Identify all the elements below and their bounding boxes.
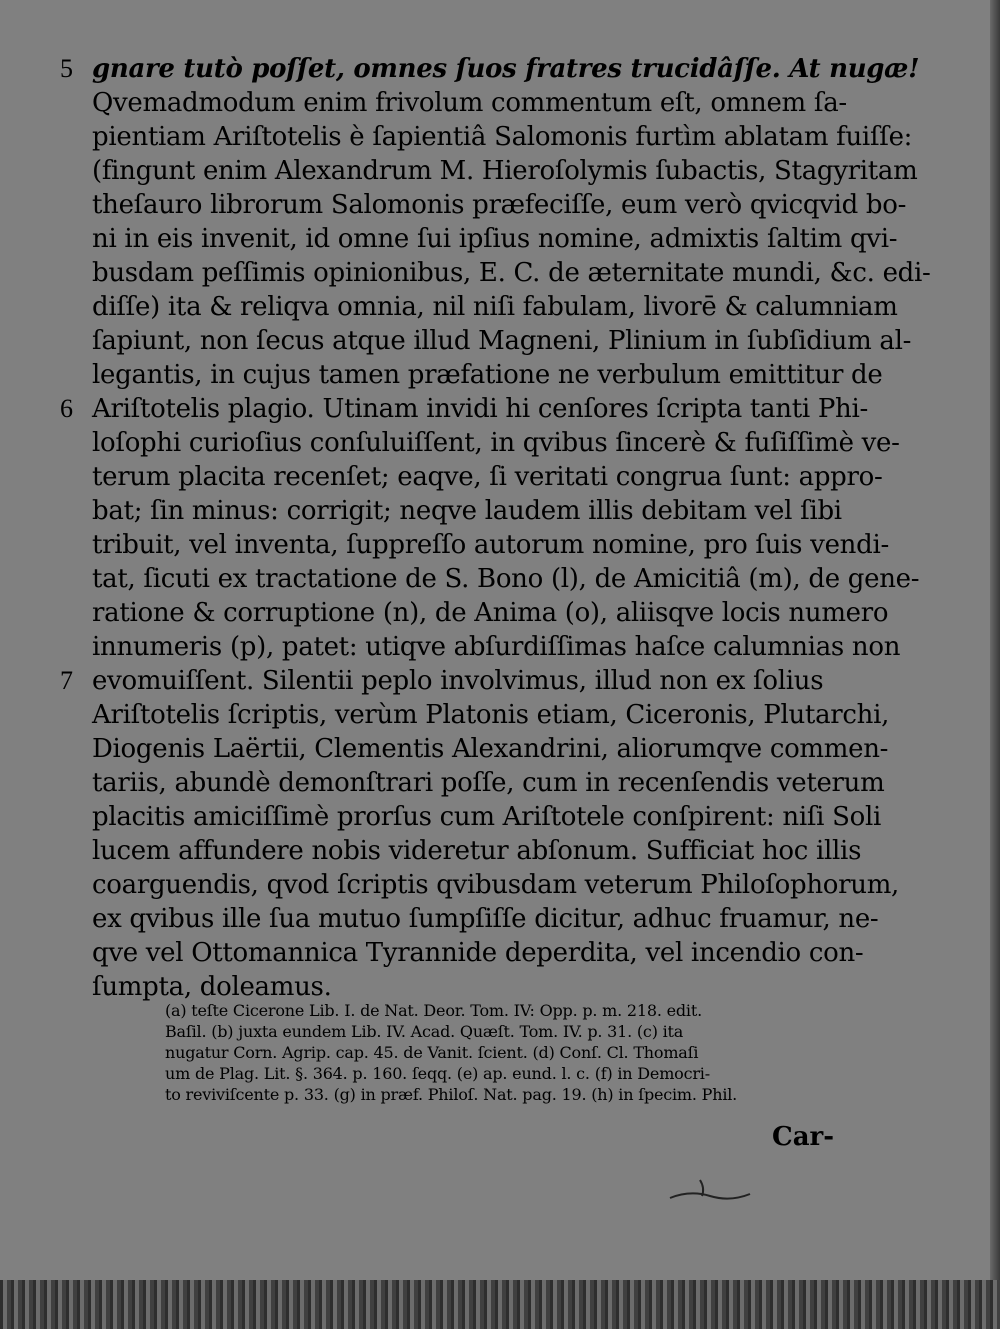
text-line: (fingunt enim Alexandrum M. Hieroſolymis ſubactis, Stagyritam [92, 156, 918, 186]
text-line: terum placita recenſet; eaqve, ſi veritati congrua ſunt: appro- [92, 462, 883, 492]
text-line: lucem affundere nobis videretur abſonum. Sufficiat hoc illis [92, 836, 862, 866]
footnote-line: um de Plag. Lit. §. 364. p. 160. ſeqq. (e) ap. eund. l. c. (f) in Democri- [165, 1064, 710, 1083]
text-line: Diogenis Laërtii, Clementis Alexandrini, aliorumqve commen- [92, 734, 889, 764]
text-line: ſumpta, doleamus. [92, 972, 332, 1002]
text-line: qve vel Ottomannica Tyrannide deperdita, vel incendio con- [92, 938, 864, 968]
text-line: ſapiunt, non ſecus atque illud Magneni, Plinium in ſubſidium al- [92, 326, 912, 356]
footnote-line: to reviviſcente p. 33. (g) in præf. Philoſ. Nat. pag. 19. (h) in ſpecim. Phil. [165, 1085, 738, 1104]
text-line: tariis, abundè demonſtrari poſſe, cum in recenſendis veterum [92, 768, 885, 798]
text-line: tribuit, vel inventa, ſuppreſſo autorum nomine, pro ſuis vendi- [92, 530, 889, 560]
catchword: Car- [772, 1122, 835, 1152]
footnote-line: (a) teſte Cicerone Lib. I. de Nat. Deor. Tom. IV: Opp. p. m. 218. edit. [165, 1001, 702, 1020]
footnotes-block [165, 1000, 845, 1105]
text-line: diſſe) ita & reliqva omnia, nil niſi fabulam, livorē & calumniam [92, 292, 898, 322]
margin-number-5: 5 [60, 54, 73, 83]
text-line: loſophi curioſius conſuluiſſent, in qvibus ſincerè & fuſiſſimè ve- [92, 428, 900, 458]
page-edge-bottom [0, 1280, 1000, 1329]
footnote-line: Baſil. (b) juxta eundem Lib. IV. Acad. Quæſt. Tom. IV. p. 31. (c) ita [165, 1022, 684, 1041]
page-edge-right [990, 0, 1000, 1329]
text-line: gnare tutò poſſet, omnes ſuos fratres trucidâſſe. At nugæ! [92, 54, 920, 84]
text-line: theſauro librorum Salomonis præfeciſſe, eum verò qvicqvid bo- [92, 190, 907, 220]
text-line: Ariſtotelis ſcriptis, verùm Platonis etiam, Ciceronis, Plutarchi, [92, 700, 890, 730]
ornament-icon [660, 1170, 760, 1210]
text-line: legantis, in cujus tamen præfatione ne verbulum emittitur de [92, 360, 883, 390]
text-line: bat; ſin minus: corrigit; neqve laudem illis debitam vel ſibi [92, 496, 842, 526]
text-line: coarguendis, qvod ſcriptis qvibusdam veterum Philoſophorum, [92, 870, 900, 900]
text-line: busdam peſſimis opinionibus, E. C. de æternitate mundi, &c. edi- [92, 258, 931, 288]
text-line: evomuiſſent. Silentii peplo involvimus, illud non ex ſolius [92, 666, 824, 696]
text-line: ex qvibus ille ſua mutuo ſumpſiſſe dicitur, adhuc fruamur, ne- [92, 904, 879, 934]
text-line: placitis amiciſſimè prorſus cum Ariſtotele conſpirent: niſi Soli [92, 802, 882, 832]
text-line: innumeris (p), patet: utiqve abſurdiſſimas haſce calumnias non [92, 632, 901, 662]
text-line: pientiam Ariſtotelis è ſapientiâ Salomonis furtìm ablatam fuiſſe: [92, 122, 913, 152]
main-text-block [92, 52, 931, 1004]
text-line: ni in eis invenit, id omne ſui ipſius nomine, admixtis ſaltim qvi- [92, 224, 898, 254]
text-line: Qvemadmodum enim frivolum commentum eſt, omnem ſa- [92, 88, 847, 118]
text-line: tat, ſicuti ex tractatione de S. Bono (l), de Amicitiâ (m), de gene- [92, 564, 920, 594]
footnote-line: nugatur Corn. Agrip. cap. 45. de Vanit. ſcient. (d) Conſ. Cl. Thomaſi [165, 1043, 699, 1062]
text-line: ratione & corruptione (n), de Anima (o), aliisqve locis numero [92, 598, 889, 628]
margin-number-7: 7 [60, 666, 73, 695]
margin-number-6: 6 [60, 394, 73, 423]
text-line: Ariſtotelis plagio. Utinam invidi hi cenſores ſcripta tanti Phi- [92, 394, 868, 424]
